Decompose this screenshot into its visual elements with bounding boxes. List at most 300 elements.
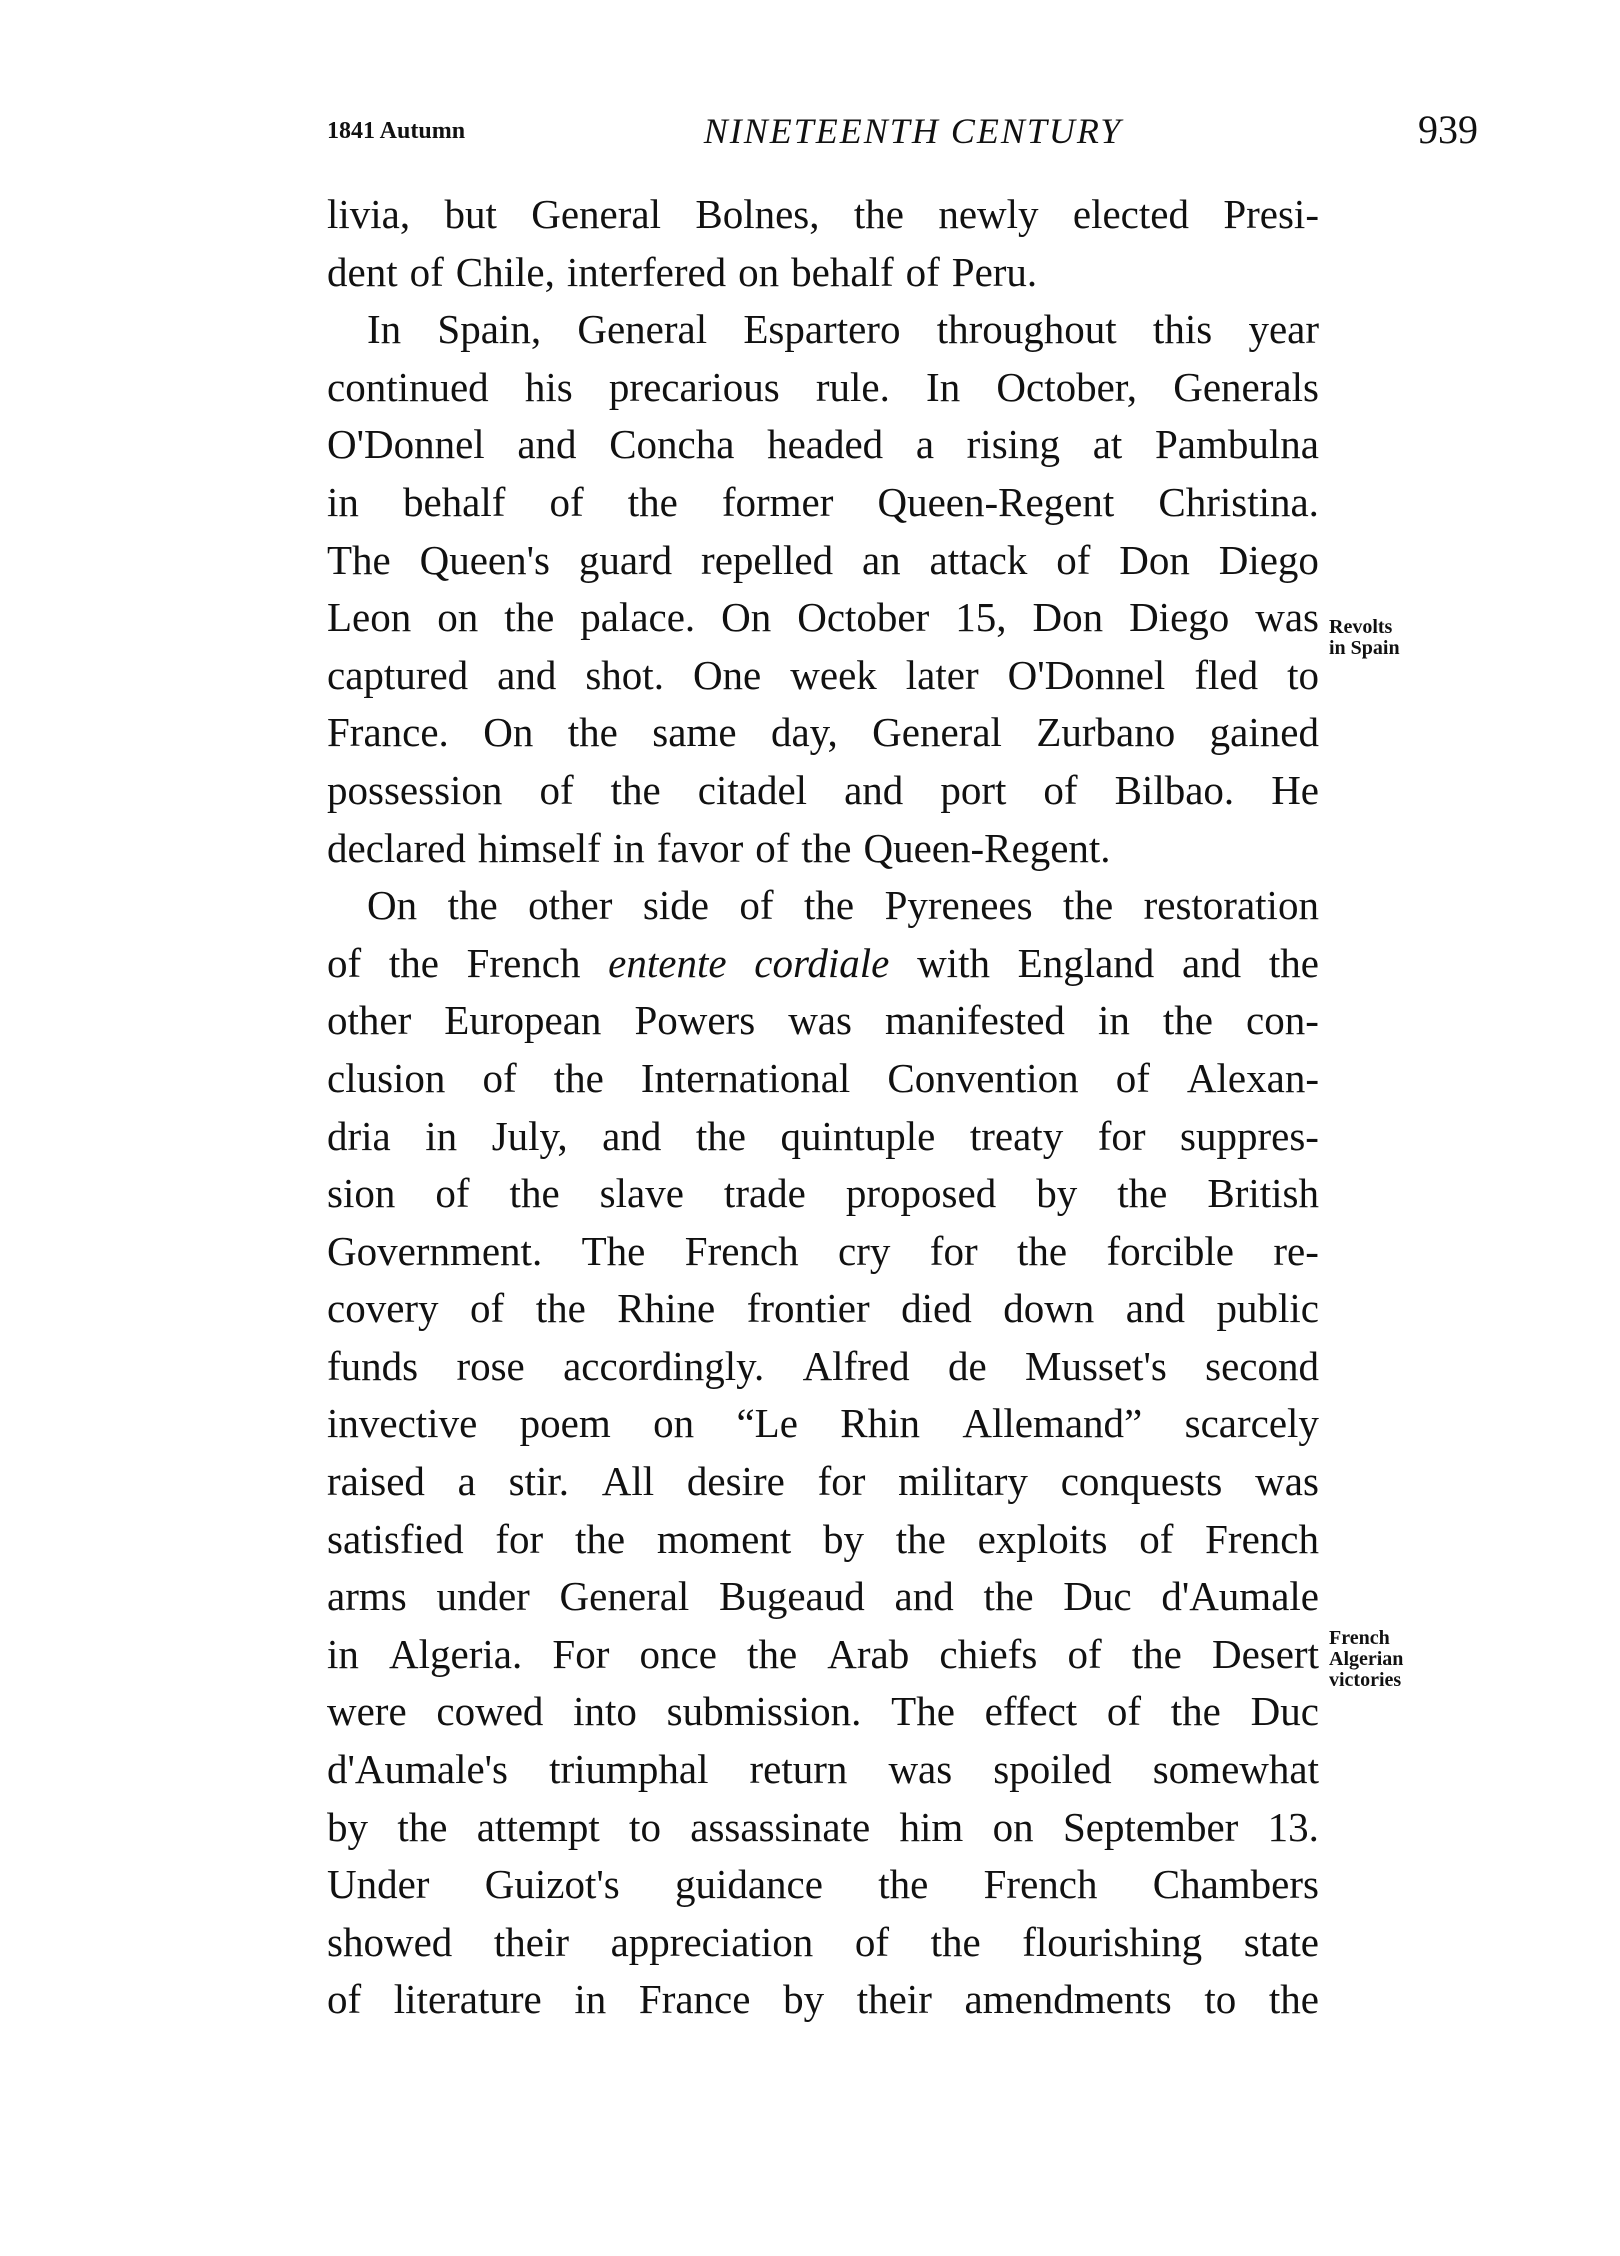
word: Christina. [1158, 478, 1319, 525]
word: to [1204, 1976, 1237, 2023]
word: On [721, 594, 772, 641]
word: “Le [736, 1400, 798, 1447]
word: down [1003, 1285, 1095, 1332]
word: the [695, 1112, 746, 1159]
word: d'Aumale's [327, 1746, 509, 1793]
word: headed [767, 421, 884, 468]
word: satisfied [327, 1515, 464, 1562]
word: entente [608, 939, 727, 986]
text-line [327, 416, 1319, 474]
word: of [1139, 1515, 1174, 1562]
word: of [435, 1170, 470, 1217]
text-line [327, 1626, 1319, 1684]
word: of [739, 882, 774, 929]
word: amendments [964, 1976, 1172, 2023]
word: by [1036, 1170, 1078, 1217]
text-line [327, 244, 1319, 302]
text-line [327, 589, 1319, 647]
word: of [409, 248, 444, 295]
word: Chile, [455, 248, 555, 295]
word: Espartero [743, 306, 901, 353]
word: rose [456, 1342, 525, 1389]
word: was [1255, 1458, 1319, 1505]
word: literature [393, 1976, 542, 2023]
word: their [856, 1976, 932, 2023]
header-title: NINETEENTH CENTURY [703, 111, 1123, 151]
word: funds [327, 1342, 419, 1389]
word: effect [984, 1688, 1078, 1735]
word: in [425, 1112, 458, 1159]
word: desire [686, 1458, 785, 1505]
word: in [327, 478, 359, 525]
word: moment [656, 1515, 792, 1562]
word: Musset's [1024, 1342, 1167, 1389]
word: manifested [885, 997, 1065, 1044]
word: guidance [674, 1861, 823, 1908]
word: quintuple [780, 1112, 936, 1159]
word: The [327, 536, 391, 583]
word: public [1216, 1285, 1319, 1332]
word: captured [327, 651, 469, 698]
word: Queen-Regent [877, 478, 1115, 525]
word: for [817, 1458, 866, 1505]
word: somewhat [1152, 1746, 1319, 1793]
word: of [539, 766, 574, 813]
word: for [1097, 1112, 1146, 1159]
word: favor [656, 824, 744, 871]
word: for [495, 1515, 544, 1562]
word: former [721, 478, 834, 525]
text-line [327, 1511, 1319, 1569]
word: and [517, 421, 577, 468]
word: the [1170, 1688, 1221, 1735]
word: was [1255, 594, 1319, 641]
word: October [797, 594, 930, 641]
word: him [899, 1803, 964, 1850]
text-line [327, 647, 1319, 705]
word: day, [770, 709, 838, 756]
word: cry [838, 1227, 891, 1274]
word: gained [1209, 709, 1319, 756]
word: 13. [1267, 1803, 1319, 1850]
word: Bolnes, [695, 191, 820, 237]
word: Rhin [840, 1400, 921, 1447]
word: Queen-Regent. [863, 824, 1111, 871]
word: citadel [697, 766, 808, 813]
word: conquests [1060, 1458, 1223, 1505]
word: Bilbao. [1114, 766, 1235, 813]
word: 15, [955, 594, 1007, 641]
word: suppres- [1180, 1112, 1319, 1159]
word: French [684, 1227, 799, 1274]
word: On [483, 709, 534, 756]
word: the [895, 1515, 946, 1562]
word: an [861, 536, 901, 583]
word: de [947, 1342, 987, 1389]
word: Under [327, 1861, 430, 1908]
text-line [327, 186, 1319, 244]
word: Queen's [419, 536, 550, 583]
word: covery [327, 1285, 439, 1332]
word: In [367, 306, 402, 353]
word: Algeria. [389, 1630, 523, 1677]
word: precarious [608, 363, 780, 410]
word: Chambers [1152, 1861, 1319, 1908]
word: cordiale [754, 939, 890, 986]
word: France. [327, 709, 449, 756]
margin-note-line: Algerian [1329, 1648, 1404, 1670]
word: of [1115, 1054, 1150, 1101]
word: of [854, 1918, 889, 1965]
word: Don [1119, 536, 1190, 583]
word: newly [938, 191, 1039, 237]
text-line [327, 1165, 1319, 1223]
margin-note-line: in Spain [1329, 637, 1400, 659]
word: and [497, 651, 557, 698]
word: a [915, 421, 935, 468]
word: dria [327, 1112, 391, 1159]
word: Peru. [951, 248, 1038, 295]
word: submission. [666, 1688, 862, 1735]
word: Generals [1173, 363, 1319, 410]
word: July, [491, 1112, 568, 1159]
word: for [929, 1227, 978, 1274]
word: and [894, 1573, 954, 1620]
word: to [629, 1803, 661, 1850]
word: the [801, 824, 852, 871]
word: French [466, 939, 581, 986]
word: in [612, 824, 645, 871]
word: of [1067, 1630, 1102, 1677]
word: once [639, 1630, 717, 1677]
word: cowed [436, 1688, 544, 1735]
word: of [1056, 536, 1091, 583]
word: repelled [701, 536, 834, 583]
word: the [610, 766, 661, 813]
word: the [509, 1170, 560, 1217]
word: Allemand” [962, 1400, 1143, 1447]
word: Concha [609, 421, 735, 468]
word: chiefs [939, 1630, 1038, 1677]
word: Diego [1218, 536, 1319, 583]
word: to [1287, 651, 1319, 698]
word: by [783, 1976, 825, 2023]
word: a [457, 1458, 476, 1505]
word: d'Aumale [1161, 1573, 1319, 1620]
word: Diego [1129, 594, 1230, 641]
word: the [504, 594, 555, 641]
margin-note-line: Revolts [1329, 616, 1393, 638]
word: other [528, 882, 613, 929]
word: on [738, 248, 780, 295]
word: accordingly. [563, 1342, 765, 1389]
word: of [1043, 766, 1078, 813]
word: the [447, 882, 498, 929]
word: O'Donnel [1007, 651, 1166, 698]
margin-note-revolts-in-spain [1329, 617, 1400, 659]
text-line [327, 359, 1319, 417]
word: Presi- [1223, 191, 1319, 237]
word: Bugeaud [719, 1573, 865, 1620]
word: and [602, 1112, 662, 1159]
word: Alexan- [1186, 1054, 1319, 1101]
word: Government. [327, 1227, 543, 1274]
word: scarcely [1184, 1400, 1319, 1447]
word: October, [996, 363, 1138, 410]
word: re- [1273, 1227, 1319, 1274]
word: port [940, 766, 1007, 813]
word: livia, [327, 191, 411, 237]
word: treaty [969, 1112, 1064, 1159]
word: General [531, 191, 661, 237]
word: the [1017, 1227, 1068, 1274]
word: Alfred [802, 1342, 910, 1389]
word: Don [1032, 594, 1104, 641]
word: the [535, 1285, 586, 1332]
word: the [878, 1861, 929, 1908]
word: exploits [977, 1515, 1108, 1562]
text-line [327, 1799, 1319, 1857]
text-line [327, 935, 1319, 993]
word: On [367, 882, 418, 929]
word: the [930, 1918, 981, 1965]
text-line [327, 762, 1319, 820]
word: restoration [1143, 882, 1319, 929]
word: declared [327, 824, 466, 871]
text-line [327, 1108, 1319, 1166]
text-line [327, 1741, 1319, 1799]
word: throughout [936, 306, 1117, 353]
word: fled [1194, 651, 1259, 698]
word: in [1097, 997, 1130, 1044]
word: in [574, 1976, 607, 2023]
text-line [327, 474, 1319, 532]
text-line [327, 1453, 1319, 1511]
word: One [692, 651, 762, 698]
word: September [1062, 1803, 1239, 1850]
word: possession [327, 766, 503, 813]
word: Duc [1250, 1688, 1319, 1735]
word: the [627, 478, 678, 525]
word: The [891, 1688, 955, 1735]
word: second [1205, 1342, 1319, 1389]
text-line [327, 1280, 1319, 1338]
word: Guizot's [484, 1861, 620, 1908]
word: rising [966, 421, 1061, 468]
word: the [1117, 1170, 1168, 1217]
word: was [788, 997, 852, 1044]
word: the [397, 1803, 448, 1850]
word: continued [327, 363, 489, 410]
text-line [327, 1223, 1319, 1281]
word: palace. [580, 594, 696, 641]
word: of [549, 478, 584, 525]
word: attempt [476, 1803, 600, 1850]
word: proposed [845, 1170, 997, 1217]
word: the [1131, 1630, 1182, 1677]
word: and [1181, 939, 1242, 986]
word: General [559, 1573, 690, 1620]
word: guard [578, 536, 673, 583]
word: stir. [508, 1458, 569, 1505]
word: interfered [566, 248, 727, 295]
word: himself [477, 824, 601, 871]
text-line [327, 704, 1319, 762]
word: of [482, 1054, 517, 1101]
word: return [749, 1746, 848, 1793]
word: French [983, 1861, 1098, 1908]
text-line [327, 1971, 1319, 2029]
word: con- [1246, 997, 1319, 1044]
word: and [1125, 1285, 1185, 1332]
word: Arab [827, 1630, 910, 1677]
word: showed [327, 1918, 453, 1965]
text-line [327, 301, 1319, 359]
word: International [640, 1054, 851, 1101]
word: General [577, 306, 708, 353]
word: frontier [746, 1285, 870, 1332]
word: the [1162, 997, 1213, 1044]
word: behalf [791, 248, 894, 295]
word: All [601, 1458, 655, 1505]
word: Convention [887, 1054, 1079, 1101]
word: Leon [327, 594, 412, 641]
word: state [1243, 1918, 1319, 1965]
word: into [573, 1688, 637, 1735]
word: Duc [1063, 1573, 1132, 1620]
text-line [327, 532, 1319, 590]
word: the [553, 1054, 604, 1101]
word: raised [327, 1458, 425, 1505]
word: attack [929, 536, 1028, 583]
word: arms [327, 1573, 407, 1620]
word: In [926, 363, 961, 410]
word: side [642, 882, 709, 929]
word: invective [327, 1400, 478, 1447]
word: in [327, 1630, 359, 1677]
word: assassinate [690, 1803, 871, 1850]
word: year [1248, 306, 1319, 353]
word: was [888, 1746, 953, 1793]
word: on [653, 1400, 695, 1447]
word: the [574, 1515, 626, 1562]
word: by [822, 1515, 864, 1562]
word: other [327, 997, 412, 1044]
word: European [444, 997, 602, 1044]
word: were [327, 1688, 407, 1735]
word: dent [327, 248, 398, 295]
text-line [327, 1683, 1319, 1741]
word: British [1207, 1170, 1319, 1217]
word: poem [519, 1400, 611, 1447]
word: of [470, 1285, 505, 1332]
word: on [437, 594, 479, 641]
word: the [567, 709, 618, 756]
word: of [327, 939, 362, 986]
word: under [436, 1573, 530, 1620]
text-line [327, 1568, 1319, 1626]
word: of [1106, 1688, 1142, 1735]
word: He [1271, 766, 1319, 813]
word: the [804, 882, 855, 929]
word: the [1063, 882, 1114, 929]
margin-note-french-algerian-victories [1329, 1628, 1403, 1691]
word: Pyrenees [884, 882, 1033, 929]
word: but [444, 191, 497, 237]
word: appreciation [610, 1918, 814, 1965]
word: of [327, 1976, 362, 2023]
word: later [905, 651, 979, 698]
text-line [327, 1914, 1319, 1972]
word: Powers [634, 997, 756, 1044]
word: Zurbano [1036, 709, 1176, 756]
header-date: 1841 Autumn [327, 118, 466, 144]
word: his [524, 363, 573, 410]
word: spoiled [993, 1746, 1112, 1793]
word: died [901, 1285, 972, 1332]
margin-note-line: victories [1329, 1669, 1402, 1691]
word: France [638, 1976, 751, 2023]
word: on [992, 1803, 1034, 1850]
word: the [1268, 1976, 1319, 2023]
word: shot. [585, 651, 664, 698]
word: rule. [815, 363, 890, 410]
text-line [327, 992, 1319, 1050]
word: forcible [1106, 1227, 1234, 1274]
word: For [552, 1630, 610, 1677]
word: England [1017, 939, 1155, 986]
word: of [905, 248, 940, 295]
word: their [493, 1918, 569, 1965]
word: by [327, 1803, 368, 1850]
word: trade [723, 1170, 806, 1217]
word: Pambulna [1154, 421, 1319, 468]
word: the [853, 191, 904, 237]
word: week [790, 651, 877, 698]
body-text [327, 186, 1319, 2029]
word: Desert [1211, 1630, 1319, 1677]
word: triumphal [549, 1746, 709, 1793]
word: elected [1072, 191, 1189, 237]
word: French [1205, 1515, 1319, 1562]
word: The [581, 1227, 646, 1274]
word: of [755, 824, 790, 871]
word: flourishing [1022, 1918, 1203, 1965]
word: O'Donnel [327, 421, 485, 468]
word: military [898, 1458, 1028, 1505]
text-line [327, 820, 1319, 878]
word: the [388, 939, 439, 986]
text-line [327, 877, 1319, 935]
text-line [327, 1338, 1319, 1396]
word: Rhine [617, 1285, 716, 1332]
word: sion [327, 1170, 396, 1217]
word: clusion [327, 1054, 446, 1101]
word: the [747, 1630, 798, 1677]
word: Spain, [437, 306, 542, 353]
word: at [1092, 421, 1123, 468]
word: General [872, 709, 1002, 756]
text-line [327, 1395, 1319, 1453]
word: with [917, 939, 990, 986]
word: slave [599, 1170, 684, 1217]
page-number: 939 [1418, 107, 1478, 152]
word: this [1152, 306, 1213, 353]
text-line [327, 1050, 1319, 1108]
word: the [1268, 939, 1319, 986]
text-line [327, 1856, 1319, 1914]
word: and [844, 766, 904, 813]
